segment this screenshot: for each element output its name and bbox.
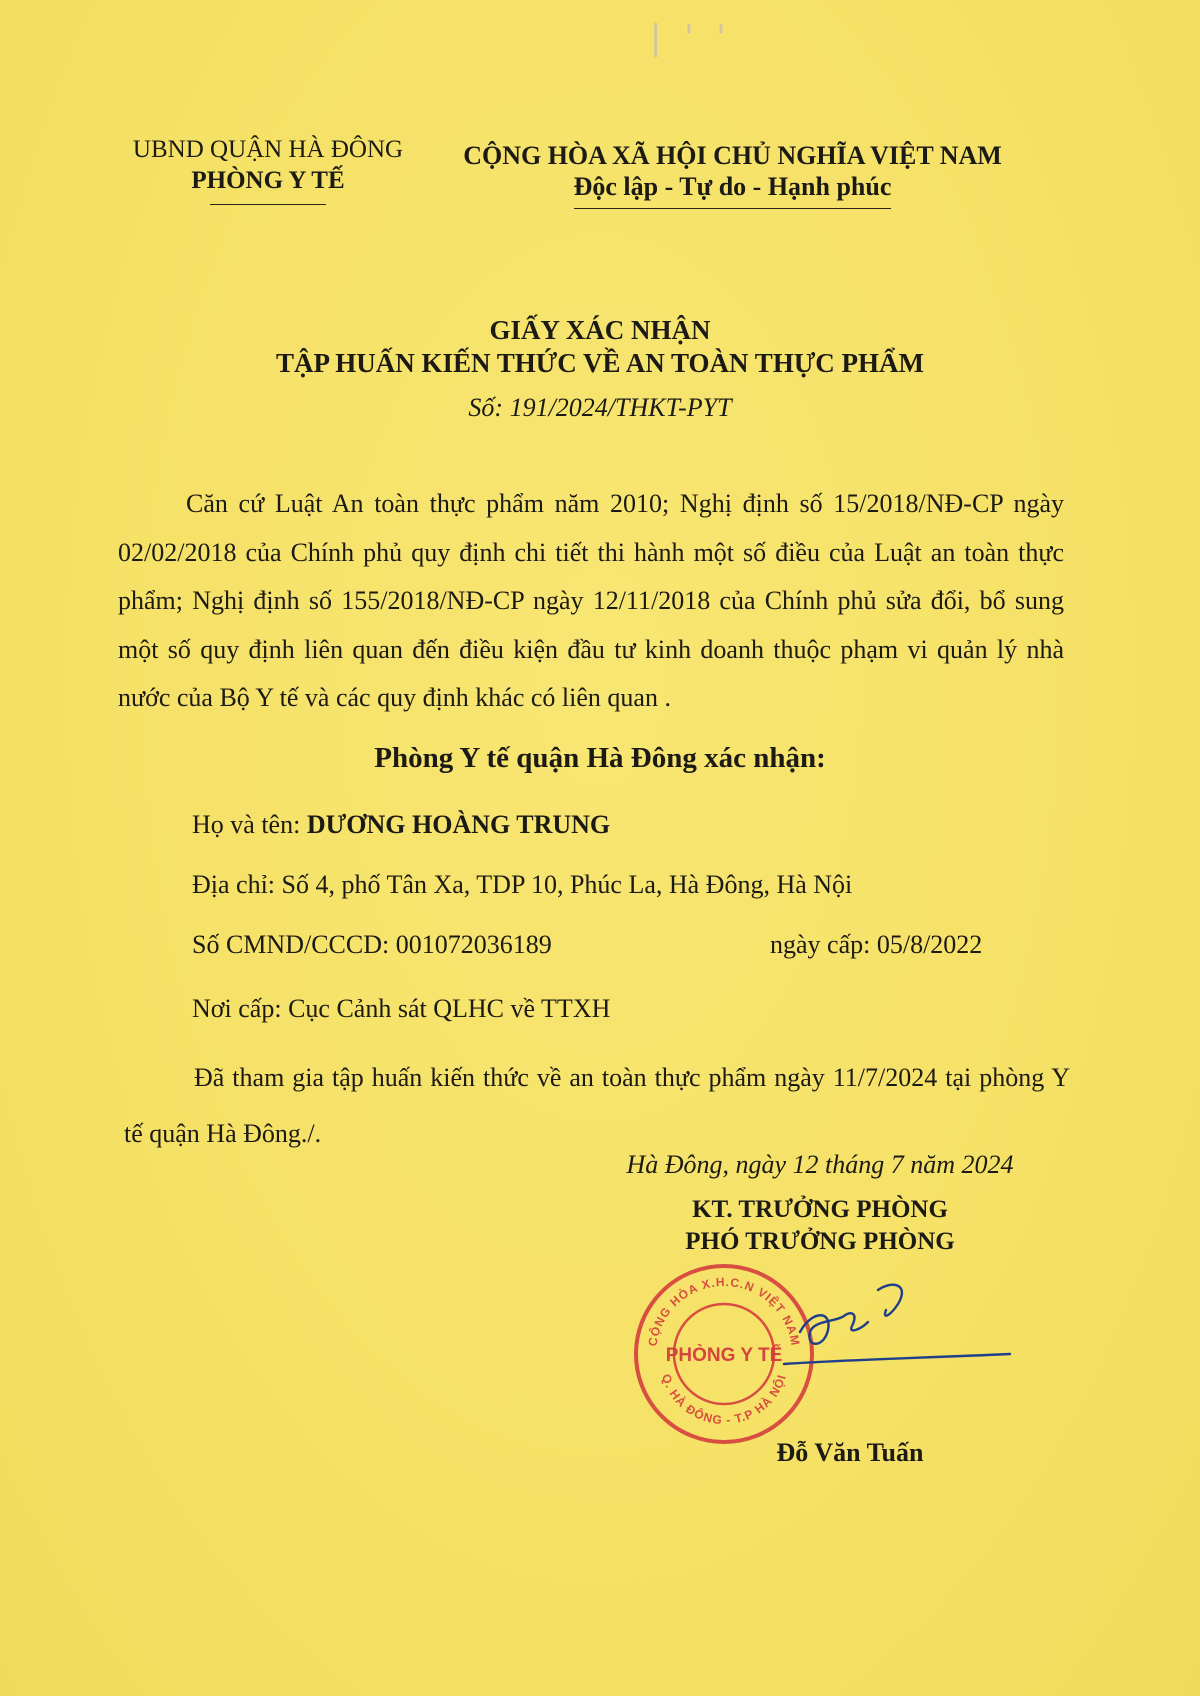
full-name-field bbox=[192, 810, 610, 840]
national-header bbox=[455, 140, 1010, 209]
title-line-1: GIẤY XÁC NHẬN bbox=[489, 315, 711, 345]
signer-role bbox=[600, 1194, 1040, 1258]
national-motto: Độc lập - Tự do - Hạnh phúc bbox=[574, 171, 892, 209]
seal-ring-top-text: CỘNG HÒA X.H.C.N VIỆT NAM bbox=[645, 1274, 803, 1348]
issuing-authority bbox=[118, 134, 418, 205]
document-title bbox=[100, 314, 1100, 380]
issue-place-field bbox=[192, 994, 610, 1024]
nation-name: CỘNG HÒA XÃ HỘI CHỦ NGHĨA VIỆT NAM bbox=[463, 141, 1002, 170]
confirmation-heading: Phòng Y tế quận Hà Đông xác nhận: bbox=[374, 742, 826, 774]
title-line-2: TẬP HUẤN KIẾN THỨC VỀ AN TOÀN THỰC PHẨM bbox=[275, 348, 925, 378]
signer-role-line-2: PHÓ TRƯỞNG PHÒNG bbox=[685, 1228, 955, 1255]
health-department: PHÒNG Y TẾ bbox=[191, 167, 345, 194]
id-number-value: 001072036189 bbox=[395, 930, 552, 959]
authority-underline bbox=[210, 204, 326, 205]
seal-ring-bottom-text: Q. HÀ ĐÔNG - T.P HÀ NỘI bbox=[658, 1372, 789, 1428]
id-number-field bbox=[192, 930, 552, 960]
full-name-label: Họ và tên: bbox=[192, 810, 307, 839]
svg-text:Q. HÀ ĐÔNG - T.P HÀ NỘI bbox=[659, 1372, 789, 1427]
address-field bbox=[192, 870, 852, 900]
legal-basis-paragraph: Căn cứ Luật An toàn thực phẩm năm 2010; Nghị định số 15/2018/NĐ-CP ngày 02/02/2018 của Chính phủ quy định chi tiết thi hành một số điều của Luật an toàn thực phẩm; Nghị định số 155/2018/NĐ-CP ngày 12/11/2018 của Chính phủ sửa đổi, bổ sung một số quy định liên quan đến điều kiện đầu tư kinh doanh thuộc phạm vi quản lý nhà nước của Bộ Y tế và các quy định khác có liên quan . bbox=[118, 489, 1064, 712]
issue-date-field bbox=[770, 930, 982, 960]
document-number: Số: 191/2024/THKT-PYT bbox=[468, 393, 732, 422]
issue-place-value: Cục Cảnh sát QLHC về TTXH bbox=[288, 994, 611, 1023]
signer-role-line-1: KT. TRƯỞNG PHÒNG bbox=[692, 1196, 948, 1223]
issue-date-value: 05/8/2022 bbox=[876, 930, 983, 959]
attendance-paragraph: Đã tham gia tập huấn kiến thức về an toàn thực phẩm ngày 11/7/2024 tại phòng Y tế quận Hà Đông./. bbox=[124, 1063, 1070, 1148]
signer-name: Đỗ Văn Tuấn bbox=[776, 1438, 924, 1467]
address-value: Số 4, phố Tân Xa, TDP 10, Phúc La, Hà Đông, Hà Nội bbox=[281, 870, 853, 899]
full-name-value: DƯƠNG HOÀNG TRUNG bbox=[306, 810, 611, 839]
issue-place-label: Nơi cấp: bbox=[192, 994, 289, 1023]
handwritten-signature-icon bbox=[740, 1270, 1030, 1380]
issue-date-label: ngày cấp: bbox=[770, 930, 877, 959]
seal-center-text: PHÒNG Y TẾ bbox=[665, 1345, 783, 1366]
handwritten-mark: | ' ' bbox=[650, 18, 732, 58]
place-and-date: Hà Đông, ngày 12 tháng 7 năm 2024 bbox=[626, 1150, 1014, 1179]
id-number-label: Số CMND/CCCD: bbox=[192, 930, 396, 959]
district-committee: UBND QUẬN HÀ ĐÔNG bbox=[132, 136, 404, 163]
address-label: Địa chỉ: bbox=[192, 870, 282, 899]
